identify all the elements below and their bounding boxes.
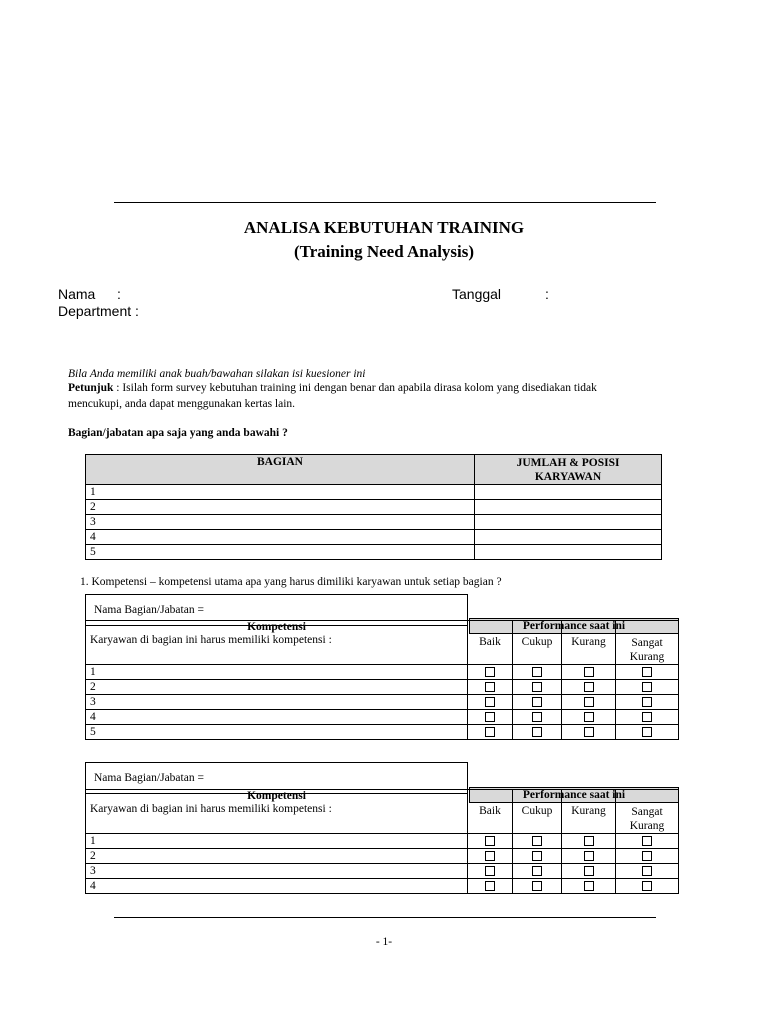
page-title: ANALISA KEBUTUHAN TRAINING	[243, 218, 525, 237]
kompetensi-row-cell[interactable]: 4	[86, 879, 468, 894]
checkbox-cukup[interactable]	[513, 879, 562, 894]
bagian-question: Bagian/jabatan apa saja yang anda bawahi ?	[68, 427, 288, 439]
jumlah-row-cell[interactable]	[475, 485, 662, 500]
checkbox-sangat-kurang[interactable]	[616, 879, 679, 894]
checkbox-baik[interactable]	[468, 725, 513, 740]
tanggal-colon: :	[545, 286, 549, 302]
checkbox-sangat-kurang[interactable]	[616, 864, 679, 879]
bagian-table	[85, 454, 662, 560]
rating-cukup: Cukup	[513, 790, 562, 834]
checkbox-kurang[interactable]	[562, 695, 616, 710]
checkbox-sangat-kurang[interactable]	[616, 710, 679, 725]
checkbox-cukup[interactable]	[513, 710, 562, 725]
kompetensi-row-cell[interactable]: 1	[86, 834, 468, 849]
kompetensi-subtitle: Karyawan di bagian ini harus memiliki kompetensi :	[90, 803, 332, 815]
jumlah-row-cell[interactable]	[475, 515, 662, 530]
checkbox-cukup[interactable]	[513, 695, 562, 710]
jumlah-row-cell[interactable]	[475, 500, 662, 515]
kompetensi-table	[85, 789, 679, 894]
checkbox-baik[interactable]	[468, 710, 513, 725]
checkbox-kurang[interactable]	[562, 665, 616, 680]
jumlah-header: JUMLAH & POSISI KARYAWAN	[475, 455, 662, 485]
bagian-row-cell[interactable]: 5	[86, 545, 475, 560]
nama-colon: :	[117, 286, 121, 302]
bagian-header: BAGIAN	[86, 455, 475, 485]
checkbox-sangat-kurang[interactable]	[616, 725, 679, 740]
kompetensi-row-cell[interactable]: 2	[86, 849, 468, 864]
checkbox-baik[interactable]	[468, 879, 513, 894]
performance-header: Performance saat ini	[469, 787, 679, 803]
checkbox-kurang[interactable]	[562, 834, 616, 849]
department-label: Department :	[58, 303, 139, 319]
kompetensi-row-cell[interactable]: 4	[86, 710, 468, 725]
checkbox-sangat-kurang[interactable]	[616, 849, 679, 864]
petunjuk-line	[68, 382, 597, 394]
nama-label: Nama	[58, 286, 96, 302]
checkbox-baik[interactable]	[468, 834, 513, 849]
checkbox-cukup[interactable]	[513, 864, 562, 879]
checkbox-kurang[interactable]	[562, 725, 616, 740]
intro-italic: Bila Anda memiliki anak buah/bawahan silakan isi kuesioner ini	[68, 368, 366, 380]
petunjuk-line-2: mencukupi, anda dapat menggunakan kertas lain.	[68, 398, 296, 410]
checkbox-baik[interactable]	[468, 864, 513, 879]
checkbox-kurang[interactable]	[562, 879, 616, 894]
rating-sangat-kurang: Sangat Kurang	[616, 790, 679, 834]
checkbox-cukup[interactable]	[513, 834, 562, 849]
bagian-row-cell[interactable]: 2	[86, 500, 475, 515]
kompetensi-subtitle: Karyawan di bagian ini harus memiliki kompetensi :	[90, 634, 332, 646]
kompetensi-row-cell[interactable]: 5	[86, 725, 468, 740]
checkbox-cukup[interactable]	[513, 665, 562, 680]
tanggal-label: Tanggal	[452, 286, 502, 302]
checkbox-kurang[interactable]	[562, 710, 616, 725]
nama-bagian-box[interactable]: Nama Bagian/Jabatan =	[85, 594, 468, 626]
rating-baik: Baik	[468, 790, 513, 834]
checkbox-baik[interactable]	[468, 695, 513, 710]
jumlah-row-cell[interactable]	[475, 530, 662, 545]
checkbox-baik[interactable]	[468, 680, 513, 695]
kompetensi-table	[85, 620, 679, 740]
checkbox-kurang[interactable]	[562, 849, 616, 864]
jumlah-row-cell[interactable]	[475, 545, 662, 560]
kompetensi-row-cell[interactable]: 1	[86, 665, 468, 680]
footer-rule	[114, 917, 656, 918]
checkbox-cukup[interactable]	[513, 680, 562, 695]
kompetensi-title: Kompetensi	[247, 621, 306, 633]
bagian-row-cell[interactable]: 3	[86, 515, 475, 530]
checkbox-kurang[interactable]	[562, 680, 616, 695]
header-rule	[114, 202, 656, 203]
page-subtitle: (Training Need Analysis)	[293, 242, 475, 261]
checkbox-baik[interactable]	[468, 665, 513, 680]
checkbox-sangat-kurang[interactable]	[616, 665, 679, 680]
kompetensi-question: 1. Kompetensi – kompetensi utama apa yang harus dimiliki karyawan untuk setiap bagian ?	[80, 576, 502, 588]
rating-kurang: Kurang	[562, 621, 616, 665]
checkbox-sangat-kurang[interactable]	[616, 834, 679, 849]
kompetensi-title: Kompetensi	[247, 790, 306, 802]
kompetensi-row-cell[interactable]: 2	[86, 680, 468, 695]
kompetensi-header	[86, 790, 468, 834]
checkbox-sangat-kurang[interactable]	[616, 680, 679, 695]
kompetensi-header	[86, 621, 468, 665]
checkbox-sangat-kurang[interactable]	[616, 695, 679, 710]
checkbox-cukup[interactable]	[513, 849, 562, 864]
page-number: - 1-	[375, 936, 393, 948]
kompetensi-row-cell[interactable]: 3	[86, 864, 468, 879]
rating-cukup: Cukup	[513, 621, 562, 665]
bagian-row-cell[interactable]: 1	[86, 485, 475, 500]
rating-kurang: Kurang	[562, 790, 616, 834]
petunjuk-label: Petunjuk	[68, 382, 114, 394]
checkbox-kurang[interactable]	[562, 864, 616, 879]
checkbox-baik[interactable]	[468, 849, 513, 864]
bagian-row-cell[interactable]: 4	[86, 530, 475, 545]
rating-sangat-kurang: Sangat Kurang	[616, 621, 679, 665]
kompetensi-row-cell[interactable]: 3	[86, 695, 468, 710]
rating-baik: Baik	[468, 621, 513, 665]
petunjuk-text: : Isilah form survey kebutuhan training ini dengan benar dan apabila dirasa kolom yang disediakan tidak	[113, 382, 597, 394]
nama-bagian-box[interactable]: Nama Bagian/Jabatan =	[85, 762, 468, 794]
checkbox-cukup[interactable]	[513, 725, 562, 740]
performance-header: Performance saat ini	[469, 618, 679, 634]
